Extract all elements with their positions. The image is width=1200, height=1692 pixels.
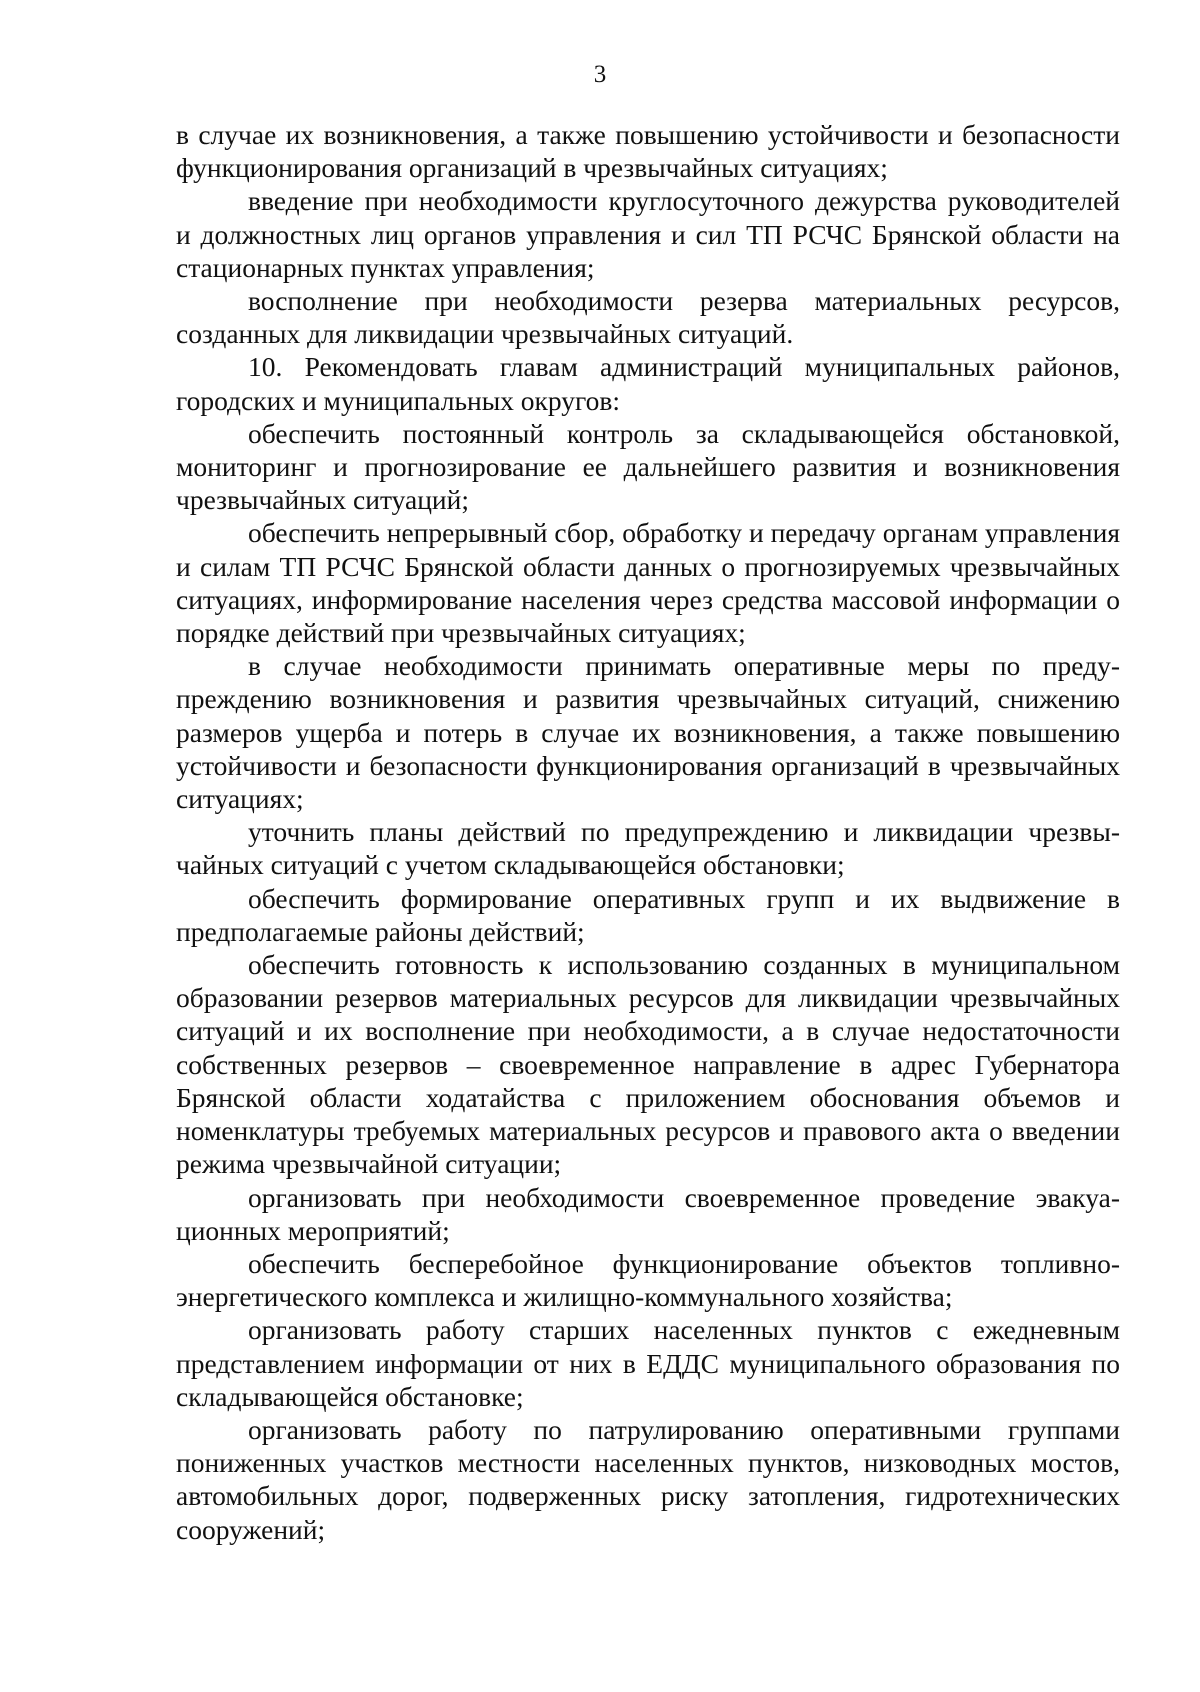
paragraph: обеспечить постоянный контроль за складывающейся обстановкой, мониторинг и прогнозирование ее дальнейшего развития и возникновения чрезвычайных ситуаций; [176,417,1120,516]
paragraph: в случае необходимости принимать оперативные меры по предупреждению возникновения и развития чрезвычайных ситуаций, снижению размеров ущерба и потерь в случае их возникновения, а также повышению устойчивости и безопасности функционирования организаций в чрезвычайных ситуациях; [176,650,1120,815]
paragraph: обеспечить непрерывный сбор, обработку и передачу органам управления и силам ТП РСЧС Брянской области данных о прогнозируемых чрезвычайных ситуациях, информирование населения через средства массовой информации о порядке действий при чрезвычайных ситуациях; [176,517,1120,649]
paragraph-item-10: 10. Рекомендовать главам администраций муниципальных районов, городских и муниципальных округов: [176,351,1120,416]
page-number: 3 [593,61,607,88]
paragraph: организовать при необходимости своевременное проведение эвакуационных мероприятий; [176,1181,1120,1246]
paragraph: введение при необходимости круглосуточного дежурства руководителей и должностных лиц органов управления и сил ТП РСЧС Брянской области на стационарных пунктах управления; [176,185,1120,283]
paragraph: организовать работу старших населенных пунктов с ежедневным представлением информации от них в ЕДДС муниципального образования по складывающейся обстановке; [176,1314,1120,1412]
paragraph: обеспечить формирование оперативных групп и их выдвижение в предполагаемые районы действий; [176,882,1120,947]
paragraph: организовать работу по патрулированию оперативными группами пониженных участков местности населенных пунктов, низководных мостов, автомобильных дорог, подверженных риску затопления, гидротехнических сооружений; [176,1413,1120,1545]
paragraph: восполнение при необходимости резерва материальных ресурсов, созданных для ликвидации чрезвычайных ситуаций. [176,285,1120,350]
paragraph: уточнить планы действий по предупреждению и ликвидации чрезвычайных ситуаций с учетом складывающейся обстановки; [176,816,1120,881]
paragraph-continuation: в случае их возникновения, а также повышению устойчивости и безопасности функционирования организаций в чрезвычайных ситуациях; [176,119,1120,184]
document-body [176,118,1120,1546]
paragraph: обеспечить бесперебойное функционирование объектов топливно-энергетического комплекса и жилищно-коммунального хозяйства; [176,1247,1120,1313]
paragraph: обеспечить готовность к использованию созданных в муниципальном образовании резервов материальных ресурсов для ликвидации чрезвычайных ситуаций и их восполнение при необходимости, а в случае недостаточности собственных резервов – своевременное направление в адрес Губернатора Брянской области ходатайства с приложением обоснования объемов и номенклатуры требуемых материальных ресурсов и правового акта о введении режима чрезвычайной ситуации; [176,949,1120,1180]
